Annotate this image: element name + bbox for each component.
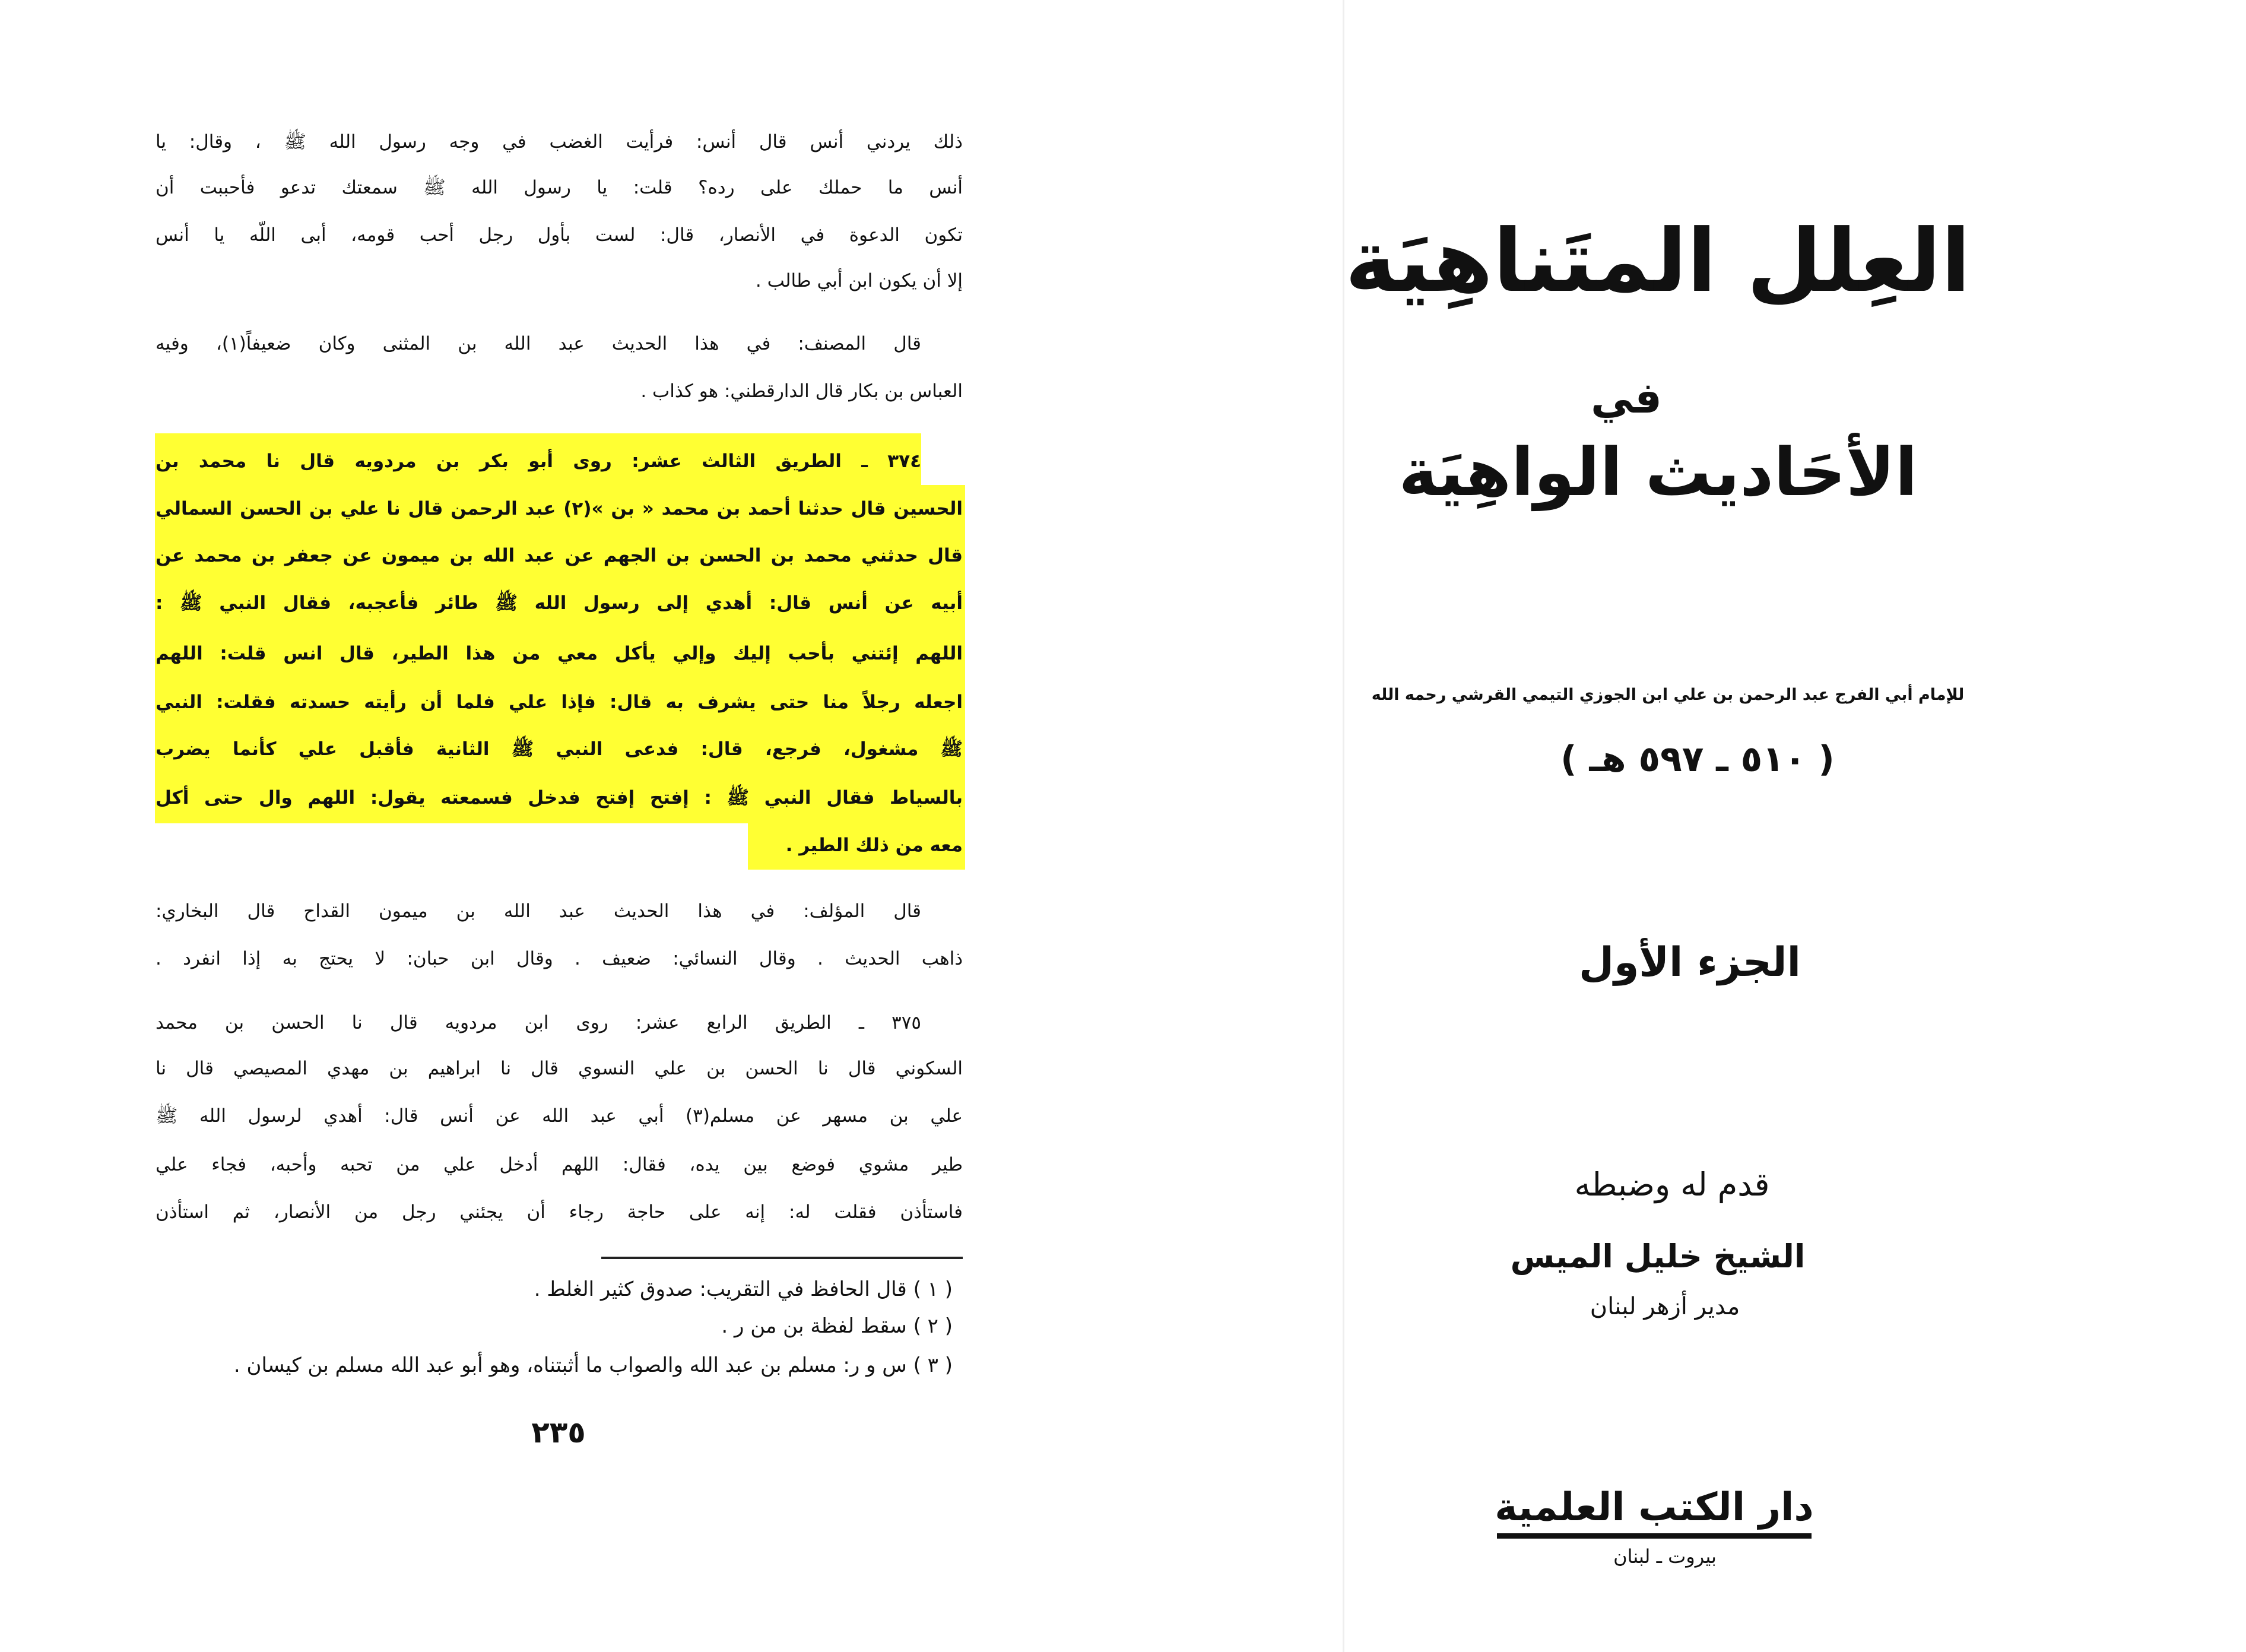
body-line: ٣٧٥ ـ الطريق الرابع عشر: روى ابن مردويه قال نا الحسن بن محمد xyxy=(156,1012,921,1033)
body-line: علي بن مسهر عن مسلم(٣) أبي عبد الله عن أنس قال: أهدي لرسول الله ﷺ xyxy=(156,1105,963,1127)
highlighted-line: اللهم إئتني بأحب إليك وإلي يأكل معي من هذا الطير، قال انس قلت: اللهم xyxy=(156,643,963,664)
author-dates: ( ٥١٠ ـ ٥٩٧ هـ ) xyxy=(1560,738,1835,780)
book-title: العِلل المتَناهِيَة xyxy=(1344,211,1971,312)
publisher-location: بيروت ـ لبنان xyxy=(1613,1545,1717,1568)
editor-intro: قدم له وضبطه xyxy=(1574,1166,1770,1203)
highlighted-line: أبيه عن أنس قال: أهدي إلى رسول الله ﷺ طائر فأعجبه، فقال النبي ﷺ : xyxy=(156,592,963,614)
highlighted-line: معه من ذلك الطير . xyxy=(785,835,963,856)
body-line: العباس بن بكار قال الدارقطني: هو كذاب . xyxy=(640,381,963,402)
footnote: ( ١ ) قال الحافظ في التقريب: صدوق كثير الغلط . xyxy=(534,1277,953,1301)
footnote-separator xyxy=(601,1257,963,1259)
book-subtitle: الأحَاديث الواهِيَة xyxy=(1398,435,1918,511)
publisher-name: دار الكتب العلمية xyxy=(1495,1485,1814,1530)
highlighted-line: بالسياط فقال النبي ﷺ : إفتح إفتح فدخل فسمعته يقول: اللهم وال حتى أكل xyxy=(156,787,963,808)
editor-title: مدير أزهر لبنان xyxy=(1590,1293,1740,1320)
highlighted-line: قال حدثني محمد بن الحسن بن الجهم عن عبد الله بن ميمون عن جعفر بن محمد عن xyxy=(156,545,963,566)
body-line: قال المؤلف: في هذا الحديث عبد الله بن ميمون القداح قال البخاري: xyxy=(156,900,921,922)
page-number: ٢٣٥ xyxy=(531,1415,586,1450)
body-line: ذاهب الحديث . وقال النسائي: ضعيف . وقال ابن حبان: لا يحتج به إذا انفرد . xyxy=(156,948,963,969)
body-line: فاستأذن فقلت له: إنه على حاجة رجاء أن يجئني رجل من الأنصار، ثم استأذن xyxy=(156,1201,963,1223)
body-line: ذلك يردني أنس قال أنس: فرأيت الغضب في وجه رسول الله ﷺ ، وقال: يا xyxy=(156,131,963,153)
body-line: تكون الدعوة في الأنصار، قال: لست بأول رجل أحب قومه، أبى اللّه يا أنس xyxy=(156,224,963,246)
footnote: ( ٢ ) سقط لفظة بن من ر . xyxy=(721,1314,953,1338)
highlighted-line: الحسين قال حدثنا أحمد بن محمد « بن »(٢) عبد الرحمن قال نا علي بن الحسن السمالي xyxy=(156,498,963,519)
volume-label: الجزء الأول xyxy=(1579,939,1801,986)
footnote: ( ٣ ) س و ر: مسلم بن عبد الله والصواب ما أثبتناه، وهو أبو عبد الله مسلم بن كيسان . xyxy=(233,1353,953,1377)
publisher-logo-bar xyxy=(1497,1533,1812,1539)
author-line: للإمام أبي الفرج عبد الرحمن بن علي ابن الجوزي التيمي القرشي رحمه الله xyxy=(1371,686,1965,704)
body-line: قال المصنف: في هذا الحديث عبد الله بن المثنى وكان ضعيفاً(١)، وفيه xyxy=(156,333,921,354)
body-line: إلا أن يكون ابن أبي طالب . xyxy=(755,270,963,291)
body-line: السكوني قال نا الحسن بن علي النسوي قال نا ابراهيم بن مهدي المصيصي قال نا xyxy=(156,1058,963,1079)
highlighted-line: ٣٧٤ ـ الطريق الثالث عشر: روى أبو بكر بن مردويه قال نا محمد بن xyxy=(156,451,921,472)
body-line: أنس ما حملك على رده؟ قلت: يا رسول الله ﷺ سمعتك تدعو فأحببت أن xyxy=(156,177,963,198)
highlighted-line: اجعله رجلاً منا حتى يشرف به قال: فإذا علي فلما أن رأيته حسدته فقلت: النبي xyxy=(156,692,963,713)
editor-name: الشيخ خليل الميس xyxy=(1510,1238,1806,1275)
title-connector: في xyxy=(1591,373,1662,423)
body-line: طير مشوي فوضع بين يده، فقال: اللهم أدخل علي من تحبه وأحبه، فجاء علي xyxy=(156,1154,963,1175)
highlighted-line: ﷺ مشغول، فرجع، قال: فدعى النبي ﷺ الثانية فأقبل علي كأنما يضرب xyxy=(156,738,963,760)
